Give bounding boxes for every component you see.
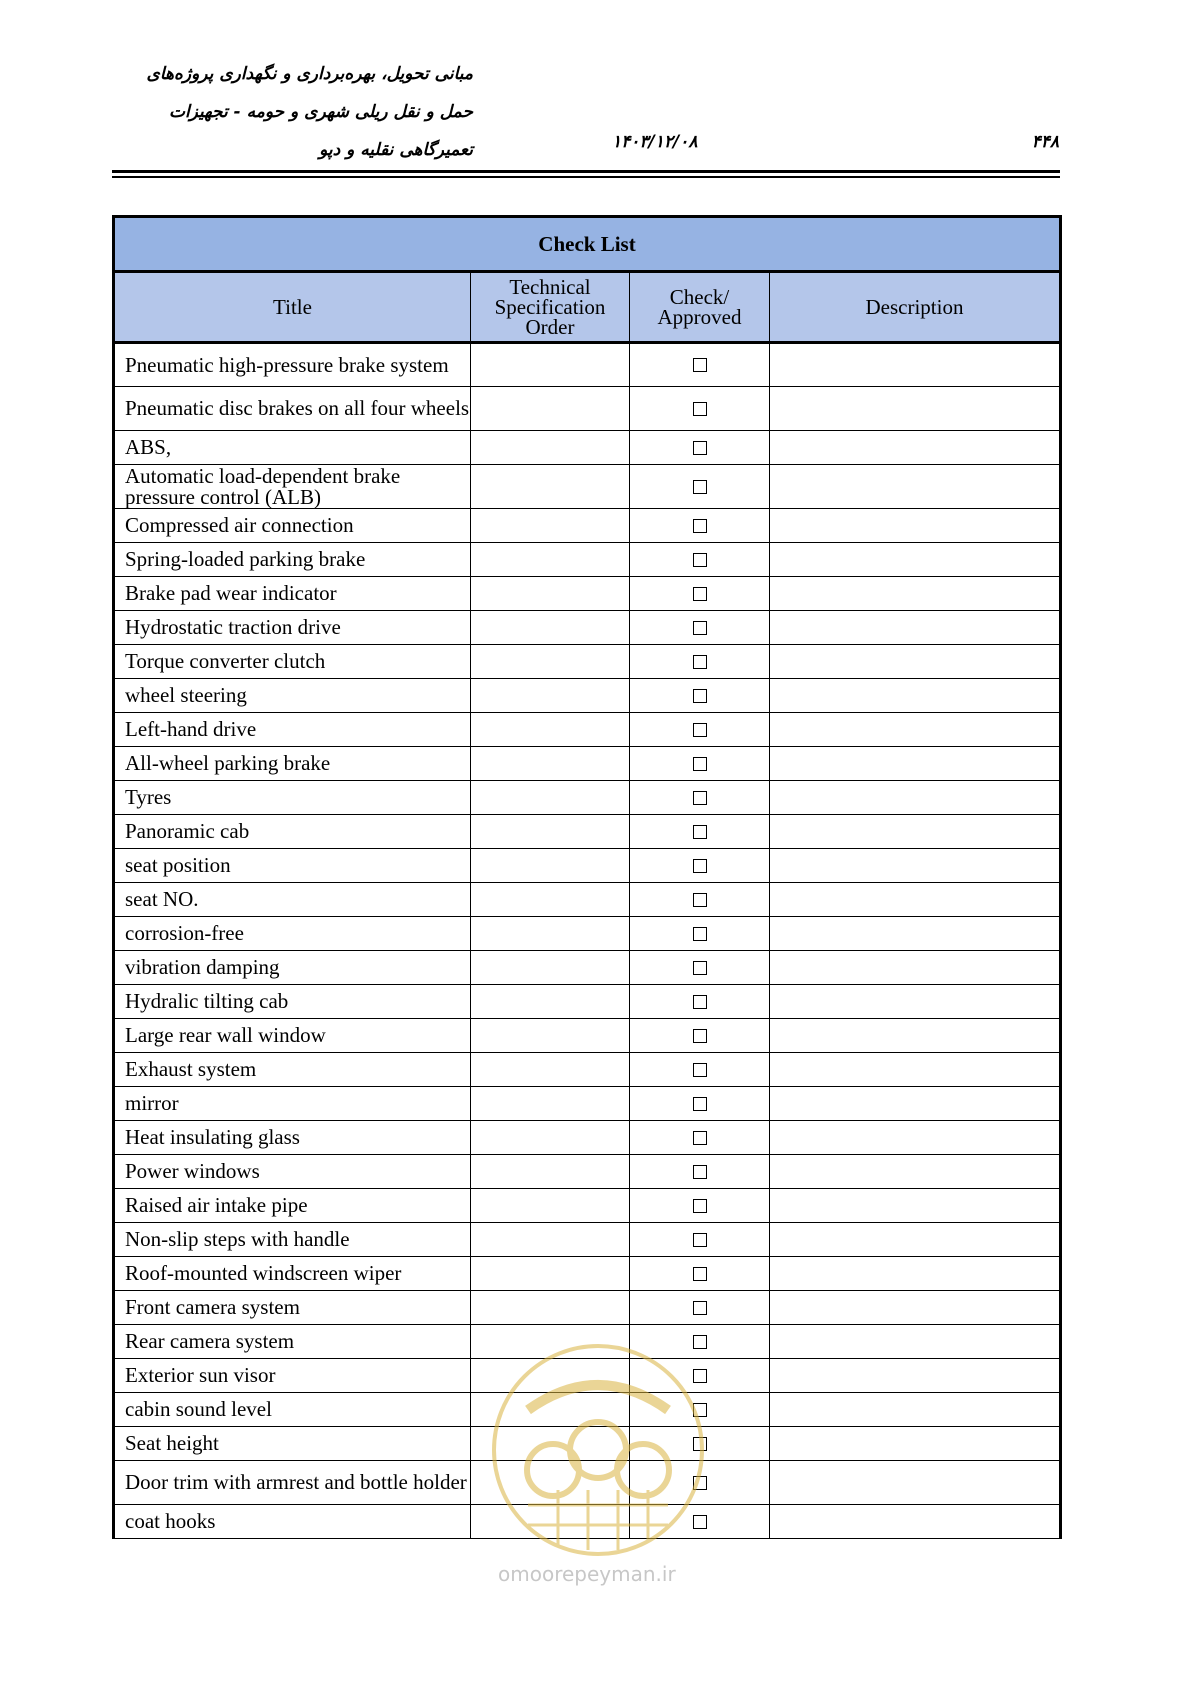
- table-row: [114, 1053, 1061, 1087]
- header-title-line1: مبانی تحویل، بهره‌برداری و نگهداری پروژه‌های: [146, 64, 473, 84]
- table-row: [114, 1461, 1061, 1505]
- row-tech-spec: [471, 343, 630, 387]
- row-description: [770, 1223, 1061, 1257]
- checkbox-icon[interactable]: [693, 893, 707, 907]
- row-tech-spec: [471, 1087, 630, 1121]
- table-caption: Check List: [114, 217, 1061, 272]
- row-tech-spec: [471, 1393, 630, 1427]
- checkbox-icon[interactable]: [693, 1199, 707, 1213]
- row-tech-spec: [471, 1291, 630, 1325]
- row-tech-spec: [471, 1325, 630, 1359]
- row-title: Power windows: [114, 1155, 471, 1189]
- row-description: [770, 543, 1061, 577]
- row-check-cell: [630, 1359, 770, 1393]
- row-description: [770, 1189, 1061, 1223]
- row-tech-spec: [471, 611, 630, 645]
- row-check-cell: [630, 509, 770, 543]
- table-row: [114, 1505, 1061, 1539]
- row-check-cell: [630, 465, 770, 509]
- checklist-body: [114, 343, 1061, 1539]
- table-row: [114, 883, 1061, 917]
- header-date: ۱۴۰۳/۱۲/۰۸: [612, 132, 698, 152]
- row-tech-spec: [471, 1359, 630, 1393]
- checkbox-icon[interactable]: [693, 757, 707, 771]
- checkbox-icon[interactable]: [693, 1369, 707, 1383]
- row-title: ABS,: [114, 431, 471, 465]
- table-row: [114, 713, 1061, 747]
- row-title: Heat insulating glass: [114, 1121, 471, 1155]
- table-row: [114, 1427, 1061, 1461]
- checkbox-icon[interactable]: [693, 1165, 707, 1179]
- table-row: [114, 387, 1061, 431]
- checkbox-icon[interactable]: [693, 553, 707, 567]
- row-tech-spec: [471, 951, 630, 985]
- row-title: Tyres: [114, 781, 471, 815]
- row-title: corrosion-free: [114, 917, 471, 951]
- row-description: [770, 431, 1061, 465]
- row-title: Door trim with armrest and bottle holder: [114, 1461, 471, 1505]
- row-title: Torque converter clutch: [114, 645, 471, 679]
- table-row: [114, 1325, 1061, 1359]
- header-title-line3: تعمیرگاهی نقلیه و دپو: [319, 140, 473, 160]
- row-description: [770, 849, 1061, 883]
- checkbox-icon[interactable]: [693, 480, 707, 494]
- row-tech-spec: [471, 883, 630, 917]
- table-row: [114, 917, 1061, 951]
- row-check-cell: [630, 1257, 770, 1291]
- row-check-cell: [630, 343, 770, 387]
- watermark-url: omoorepeyman.ir: [498, 1562, 676, 1586]
- row-check-cell: [630, 611, 770, 645]
- row-tech-spec: [471, 1505, 630, 1539]
- row-tech-spec: [471, 1257, 630, 1291]
- table-row: [114, 815, 1061, 849]
- row-description: [770, 781, 1061, 815]
- row-description: [770, 1461, 1061, 1505]
- table-row: [114, 645, 1061, 679]
- table-row: [114, 1291, 1061, 1325]
- row-tech-spec: [471, 985, 630, 1019]
- checkbox-icon[interactable]: [693, 1301, 707, 1315]
- checkbox-icon[interactable]: [693, 961, 707, 975]
- row-check-cell: [630, 679, 770, 713]
- checkbox-icon[interactable]: [693, 1233, 707, 1247]
- row-tech-spec: [471, 1155, 630, 1189]
- table-row: [114, 465, 1061, 509]
- checkbox-icon[interactable]: [693, 1097, 707, 1111]
- row-title: vibration damping: [114, 951, 471, 985]
- row-tech-spec: [471, 577, 630, 611]
- row-description: [770, 1257, 1061, 1291]
- row-description: [770, 951, 1061, 985]
- table-row: [114, 1359, 1061, 1393]
- row-title: Brake pad wear indicator: [114, 577, 471, 611]
- row-description: [770, 883, 1061, 917]
- column-header-tech-spec: Technical Specification Order: [471, 272, 630, 343]
- row-check-cell: [630, 1019, 770, 1053]
- checkbox-icon[interactable]: [693, 358, 707, 372]
- row-title: Rear camera system: [114, 1325, 471, 1359]
- row-description: [770, 1155, 1061, 1189]
- row-check-cell: [630, 713, 770, 747]
- table-row: [114, 1189, 1061, 1223]
- row-tech-spec: [471, 747, 630, 781]
- row-title: Exhaust system: [114, 1053, 471, 1087]
- row-description: [770, 343, 1061, 387]
- row-check-cell: [630, 543, 770, 577]
- row-title: Large rear wall window: [114, 1019, 471, 1053]
- column-header-title: Title: [114, 272, 471, 343]
- header-rule-top: [112, 170, 1060, 173]
- row-description: [770, 1053, 1061, 1087]
- checkbox-icon[interactable]: [693, 825, 707, 839]
- column-header-check: Check/ Approved: [630, 272, 770, 343]
- row-check-cell: [630, 1223, 770, 1257]
- row-title: Exterior sun visor: [114, 1359, 471, 1393]
- row-description: [770, 1019, 1061, 1053]
- row-title: mirror: [114, 1087, 471, 1121]
- checkbox-icon[interactable]: [693, 723, 707, 737]
- row-check-cell: [630, 1427, 770, 1461]
- row-tech-spec: [471, 543, 630, 577]
- table-row: [114, 781, 1061, 815]
- checkbox-icon[interactable]: [693, 859, 707, 873]
- table-row: [114, 577, 1061, 611]
- checkbox-icon[interactable]: [693, 1403, 707, 1417]
- row-title: Raised air intake pipe: [114, 1189, 471, 1223]
- checkbox-icon[interactable]: [693, 1131, 707, 1145]
- row-description: [770, 985, 1061, 1019]
- table-row: [114, 1121, 1061, 1155]
- checkbox-icon[interactable]: [693, 791, 707, 805]
- row-title: seat NO.: [114, 883, 471, 917]
- row-tech-spec: [471, 387, 630, 431]
- row-check-cell: [630, 1393, 770, 1427]
- row-title: Seat height: [114, 1427, 471, 1461]
- header-title-line2: حمل و نقل ریلی شهری و حومه - تجهیزات: [168, 102, 473, 122]
- row-title: Panoramic cab: [114, 815, 471, 849]
- row-check-cell: [630, 645, 770, 679]
- row-description: [770, 917, 1061, 951]
- row-check-cell: [630, 985, 770, 1019]
- checkbox-icon[interactable]: [693, 689, 707, 703]
- row-title: Hydrostatic traction drive: [114, 611, 471, 645]
- row-check-cell: [630, 1121, 770, 1155]
- row-title: Roof-mounted windscreen wiper: [114, 1257, 471, 1291]
- table-row: [114, 431, 1061, 465]
- row-check-cell: [630, 883, 770, 917]
- row-tech-spec: [471, 1019, 630, 1053]
- row-check-cell: [630, 1189, 770, 1223]
- page-number: ۴۴۸: [1031, 132, 1059, 152]
- row-title: wheel steering: [114, 679, 471, 713]
- row-description: [770, 1087, 1061, 1121]
- row-description: [770, 747, 1061, 781]
- row-description: [770, 1325, 1061, 1359]
- checkbox-icon[interactable]: [693, 927, 707, 941]
- row-title: Pneumatic disc brakes on all four wheels: [114, 387, 471, 431]
- row-description: [770, 509, 1061, 543]
- row-check-cell: [630, 1053, 770, 1087]
- row-description: [770, 611, 1061, 645]
- row-tech-spec: [471, 1223, 630, 1257]
- row-description: [770, 577, 1061, 611]
- row-check-cell: [630, 1155, 770, 1189]
- table-row: [114, 849, 1061, 883]
- row-description: [770, 465, 1061, 509]
- checkbox-icon[interactable]: [693, 1267, 707, 1281]
- row-description: [770, 1393, 1061, 1427]
- row-check-cell: [630, 917, 770, 951]
- row-check-cell: [630, 1461, 770, 1505]
- checkbox-icon[interactable]: [693, 1476, 707, 1490]
- table-row: [114, 1393, 1061, 1427]
- checkbox-icon[interactable]: [693, 1335, 707, 1349]
- row-check-cell: [630, 781, 770, 815]
- checkbox-icon[interactable]: [693, 1437, 707, 1451]
- checkbox-icon[interactable]: [693, 1515, 707, 1529]
- row-description: [770, 815, 1061, 849]
- checkbox-icon[interactable]: [693, 621, 707, 635]
- column-header-description: Description: [770, 272, 1061, 343]
- table-row: [114, 343, 1061, 387]
- checkbox-icon[interactable]: [693, 441, 707, 455]
- table-row: [114, 1019, 1061, 1053]
- row-check-cell: [630, 1291, 770, 1325]
- checkbox-icon[interactable]: [693, 1063, 707, 1077]
- row-tech-spec: [471, 431, 630, 465]
- row-title: Hydralic tilting cab: [114, 985, 471, 1019]
- row-tech-spec: [471, 713, 630, 747]
- row-description: [770, 1291, 1061, 1325]
- row-tech-spec: [471, 815, 630, 849]
- row-check-cell: [630, 577, 770, 611]
- row-description: [770, 1427, 1061, 1461]
- table-row: [114, 1087, 1061, 1121]
- checkbox-icon[interactable]: [693, 587, 707, 601]
- checklist-table: [112, 215, 1062, 1539]
- row-tech-spec: [471, 1427, 630, 1461]
- row-description: [770, 1359, 1061, 1393]
- table-row: [114, 1223, 1061, 1257]
- row-tech-spec: [471, 509, 630, 543]
- table-row: [114, 951, 1061, 985]
- checkbox-icon[interactable]: [693, 1029, 707, 1043]
- row-title: Non-slip steps with handle: [114, 1223, 471, 1257]
- row-tech-spec: [471, 917, 630, 951]
- row-tech-spec: [471, 781, 630, 815]
- checkbox-icon[interactable]: [693, 519, 707, 533]
- table-row: [114, 747, 1061, 781]
- row-tech-spec: [471, 1121, 630, 1155]
- row-check-cell: [630, 951, 770, 985]
- row-tech-spec: [471, 1053, 630, 1087]
- row-title: Left-hand drive: [114, 713, 471, 747]
- row-title: Automatic load-dependent brake pressure control (ALB): [114, 465, 471, 509]
- checkbox-icon[interactable]: [693, 655, 707, 669]
- row-title: coat hooks: [114, 1505, 471, 1539]
- row-title: Compressed air connection: [114, 509, 471, 543]
- row-tech-spec: [471, 1189, 630, 1223]
- row-check-cell: [630, 431, 770, 465]
- row-check-cell: [630, 849, 770, 883]
- row-tech-spec: [471, 679, 630, 713]
- row-title: Front camera system: [114, 1291, 471, 1325]
- table-row: [114, 611, 1061, 645]
- checkbox-icon[interactable]: [693, 995, 707, 1009]
- row-tech-spec: [471, 1461, 630, 1505]
- row-tech-spec: [471, 645, 630, 679]
- row-description: [770, 387, 1061, 431]
- row-title: All-wheel parking brake: [114, 747, 471, 781]
- row-check-cell: [630, 1505, 770, 1539]
- row-title: cabin sound level: [114, 1393, 471, 1427]
- table-row: [114, 679, 1061, 713]
- table-row: [114, 543, 1061, 577]
- row-tech-spec: [471, 849, 630, 883]
- row-tech-spec: [471, 465, 630, 509]
- row-title: Spring-loaded parking brake: [114, 543, 471, 577]
- row-title: Pneumatic high-pressure brake system: [114, 343, 471, 387]
- checkbox-icon[interactable]: [693, 402, 707, 416]
- row-title: seat position: [114, 849, 471, 883]
- row-description: [770, 679, 1061, 713]
- table-row: [114, 985, 1061, 1019]
- row-check-cell: [630, 747, 770, 781]
- row-description: [770, 713, 1061, 747]
- row-check-cell: [630, 387, 770, 431]
- row-check-cell: [630, 1087, 770, 1121]
- row-description: [770, 645, 1061, 679]
- row-description: [770, 1121, 1061, 1155]
- row-description: [770, 1505, 1061, 1539]
- header-rule-bottom: [112, 176, 1060, 178]
- row-check-cell: [630, 815, 770, 849]
- table-row: [114, 1257, 1061, 1291]
- table-row: [114, 509, 1061, 543]
- table-row: [114, 1155, 1061, 1189]
- row-check-cell: [630, 1325, 770, 1359]
